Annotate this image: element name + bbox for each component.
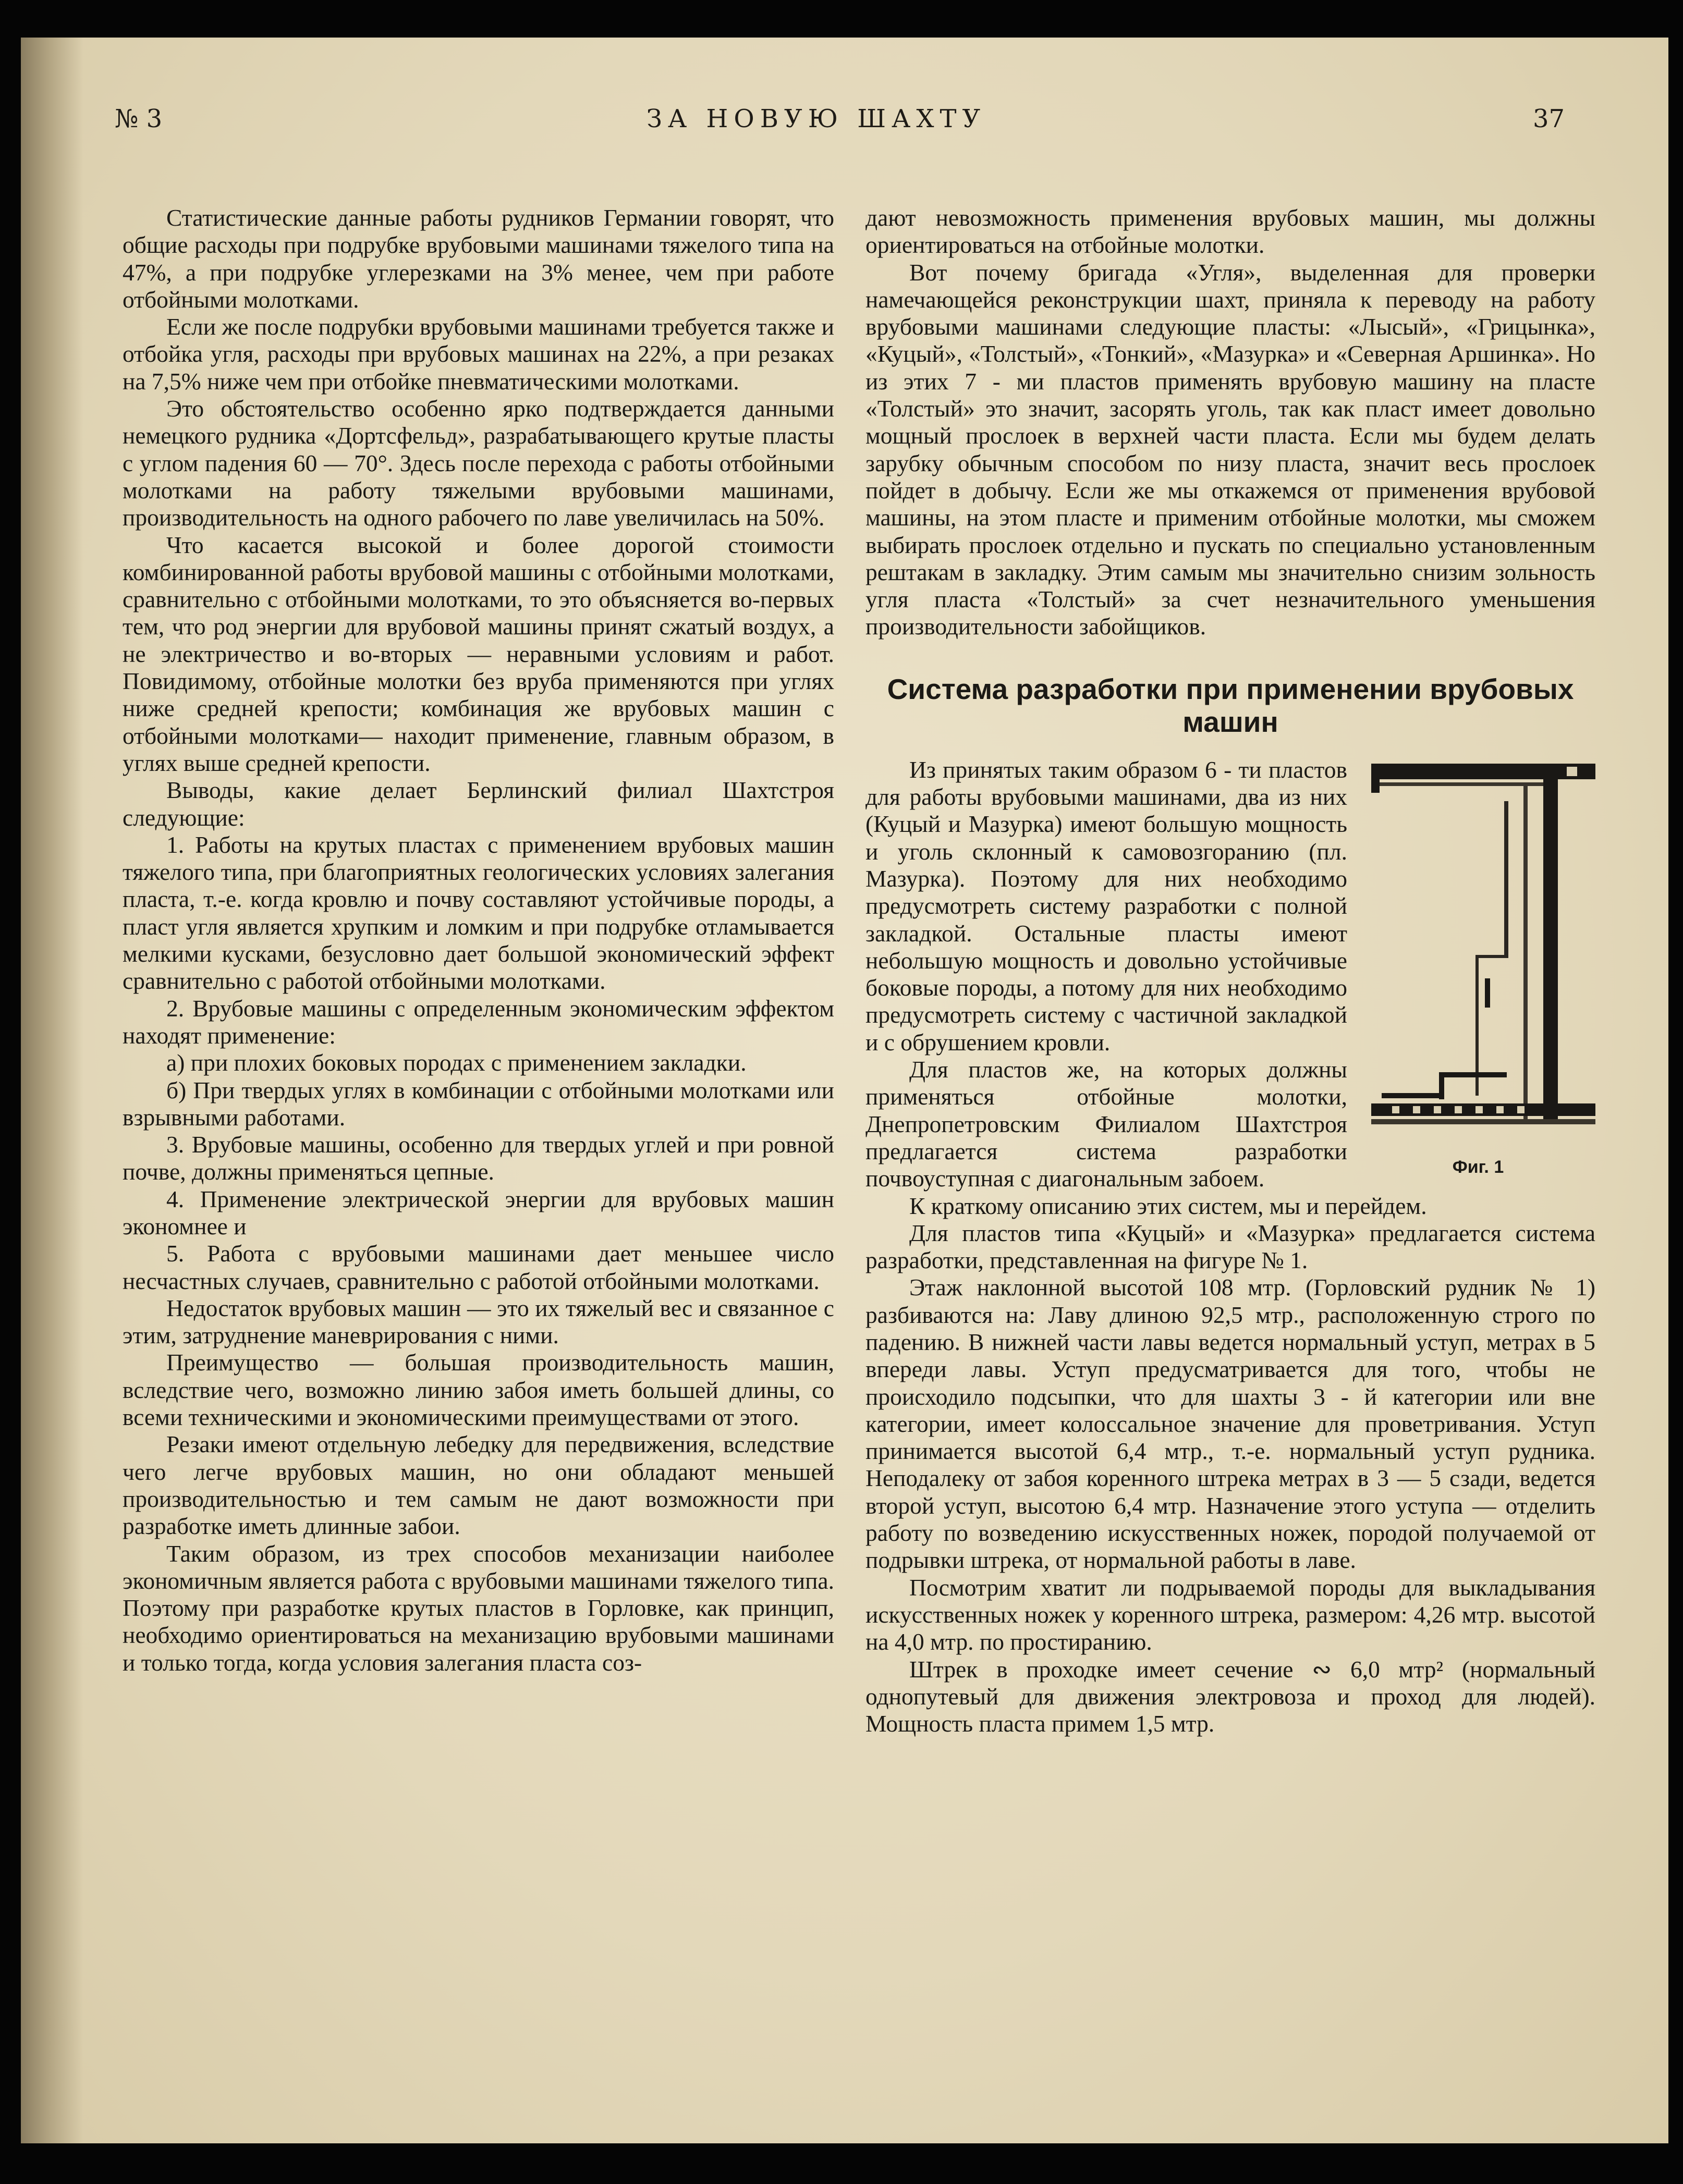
page-spine-shadow <box>21 38 83 2143</box>
right-column-top <box>865 204 1595 641</box>
figure-caption: Фиг. 1 <box>1452 1157 1504 1177</box>
figure-1 <box>1361 759 1595 1177</box>
paragraph: 5. Работа с врубовыми машинами дает меньшее число несчастных случаев, сравнительно с работой отбойными молотками. <box>123 1240 834 1294</box>
section-heading: Система разработки при применении врубовых машин <box>887 672 1574 738</box>
right-column <box>865 204 1595 1737</box>
paragraph: Штрек в проходке имеет сечение ∾ 6,0 мтр² (нормальный однопутевый для движения электровоза и проход для людей). Мощность пласта примем 1,5 мтр. <box>865 1655 1595 1737</box>
paragraph: 4. Применение электрической энергии для врубовых машин экономнее и <box>123 1185 834 1240</box>
paragraph: Выводы, какие делает Берлинский филиал Шахтстроя следующие: <box>123 777 834 831</box>
page-number: 37 <box>1533 104 1565 133</box>
issue-number: № 3 <box>115 104 163 133</box>
paragraph: Что касается высокой и более дорогой стоимости комбинированной работы врубовой машины с отбойными молотками, сравнительно с отбойными молотками, то это объясняется во-первых тем, что род энергии для врубовой машины принят сжатый воздух, а не электричество и во-вторых — неравными условиям и работ. Повидимому, отбойные молотки без вруба применяются при углях ниже средней крепости; комбинация же врубовых машин с отбойными молотками— находит применение, главным образом, в углях выше средней крепости. <box>123 531 834 776</box>
paragraph: 3. Врубовые машины, особенно для твердых углей и при ровной почве, должны применяться цепные. <box>123 1131 834 1185</box>
right-column-bottom <box>865 756 1595 1738</box>
paragraph: Таким образом, из трех способов механизации наиболее экономичным является работа с врубовыми машинами тяжелого типа. Поэтому при разработке крутых пластов в Горловке, как принцип, необходимо ориентироваться на механизацию врубовыми машинами и только тогда, когда условия залегания пласта соз- <box>123 1540 834 1676</box>
paragraph: Резаки имеют отдельную лебедку для передвижения, вследствие чего легче врубовых машин, но они обладают меньшей производительностью и тем самым не дают возможности при разработке иметь длинные забои. <box>123 1431 834 1540</box>
paragraph: Вот почему бригада «Угля», выделенная для проверки намечающейся реконструкции шахт, приняла к переводу на работу врубовыми машинами следующие пласты: «Лысый», «Грицынка», «Куцый», «Толстый», «Тонкий», «Мазурка» и «Северная Аршинка». Но из этих 7 - ми пластов применять врубовую машину на пласте «Толстый» это значит, засорять уголь, так как пласт имеет довольно мощный прослоек в верхней части пласта. Если мы будем делать зарубку обычным способом по низу пласта, значит весь прослоек пойдет в добычу. Если же мы откажемся от применения врубовой машины, на этом пласте и применим отбойные молотки, мы сможем выбирать прослоек отдельно и пускать по специально установленным рештакам в закладку. Этим самым мы значительно снизим зольность угля пласта «Толстый» за счет незначительного уменьшения производительности забойщиков. <box>865 259 1595 640</box>
paragraph: Недостаток врубовых машин — это их тяжелый вес и связанное с этим, затруднение маневрирования с ними. <box>123 1294 834 1349</box>
left-column <box>123 204 834 1676</box>
mining-system-diagram <box>1361 759 1595 1140</box>
paragraph: Для пластов типа «Куцый» и «Мазурка» предлагается система разработки, представленная на фигуре № 1. <box>865 1219 1595 1274</box>
journal-title: ЗА НОВУЮ ШАХТУ <box>647 104 986 133</box>
paragraph: 1. Работы на крутых пластах с применением врубовых машин тяжелого типа, при благоприятных геологических условиях залегания пласта, т.-е. когда кровлю и почву составляют устойчивые породы, а пласт угля является хрупким и ломким и при подрубке отламывается мелкими кусками, безусловно дает большой экономический эффект сравнительно с работой отбойными молотками. <box>123 831 834 995</box>
paragraph: Этаж наклонной высотой 108 мтр. (Горловский рудник № 1) разбиваются на: Лаву длиною 92,5 мтр., расположенную строго по падению. В нижней части лавы ведется нормальный уступ, метрах в 5 впереди лавы. Уступ предусматривается для того, чтобы не происходило подсыпки, что для шахты 3 - й категории или вне категории, имеет колоссальное значение для проветривания. Уступ принимается высотой 6,4 мтр., т.-е. нормальный уступ рудника. Неподалеку от забоя коренного штрека метрах в 3 — 5 сзади, ведется второй уступ, высотою 6,4 мтр. Назначение этого уступа — отделить работу по возведению искусственных ножек, породой получаемой от подрывки штрека, от нормальной работы в лаве. <box>865 1274 1595 1574</box>
paragraph: б) При твердых углях в комбинации с отбойными молотками или взрывными работами. <box>123 1076 834 1131</box>
paragraph: а) при плохих боковых породах с применением закладки. <box>166 1049 747 1076</box>
paragraph: Преимущество — большая производительность машин, вследствие чего, возможно линию забоя иметь большей длины, со всеми техническими и экономическими преимуществами от этого. <box>123 1349 834 1431</box>
paragraph: Посмотрим хватит ли подрываемой породы для выкладывания искусственных ножек у коренного штрека, размером: 4,26 мтр. высотой на 4,0 мтр. по простиранию. <box>865 1574 1595 1655</box>
paragraph: Это обстоятельство особенно ярко подтверждается данными немецкого рудника «Дортсфельд», разрабатывающего крутые пласты с углом падения 60 — 70°. Здесь после перехода с работы отбойными молотками на работу тяжелыми врубовыми машинами, производительность на одного рабочего по лаве увеличилась на 50%. <box>123 395 834 531</box>
paragraph: Статистические данные работы рудников Германии говорят, что общие расходы при подрубке врубовыми машинами тяжелого типа на 47%, а при подрубке углерезками на 3% менее, чем при работе отбойными молотками. <box>123 204 834 313</box>
paragraph: 2. Врубовые машины с определенным экономическим эффектом находят применение: <box>123 995 834 1049</box>
paragraph: К краткому описанию этих систем, мы и перейдем. <box>909 1192 1427 1219</box>
paragraph: Если же после подрубки врубовыми машинами требуется также и отбойка угля, расходы при врубовых машинах на 22%, а при резаках на 7,5% ниже чем при отбойке пневматическими молотками. <box>123 313 834 395</box>
paragraph: дают невозможность применения врубовых машин, мы должны ориентироваться на отбойные молотки. <box>865 204 1595 259</box>
paragraph: Для пластов же, на которых должны применяться отбойные молотки, Днепропетровским Филиалом Шахтстроя предлагается система разработки почвоуступная с диагональным забоем. <box>865 1056 1347 1192</box>
paragraph: Из принятых таким образом 6 - ти пластов для работы врубовыми машинами, два из них (Куцый и Мазурка) имеют большую мощность и уголь склонный к самовозгоранию (пл. Мазурка). Поэтому для них необходимо предусмотреть систему разработки с полной закладкой. Остальные пласты имеют небольшую мощность и довольно устойчивые боковые породы, а потому для них необходимо предусмотреть систему с частичной закладкой и с обрушением кровли. <box>865 756 1347 1056</box>
journal-page <box>21 38 1668 2143</box>
